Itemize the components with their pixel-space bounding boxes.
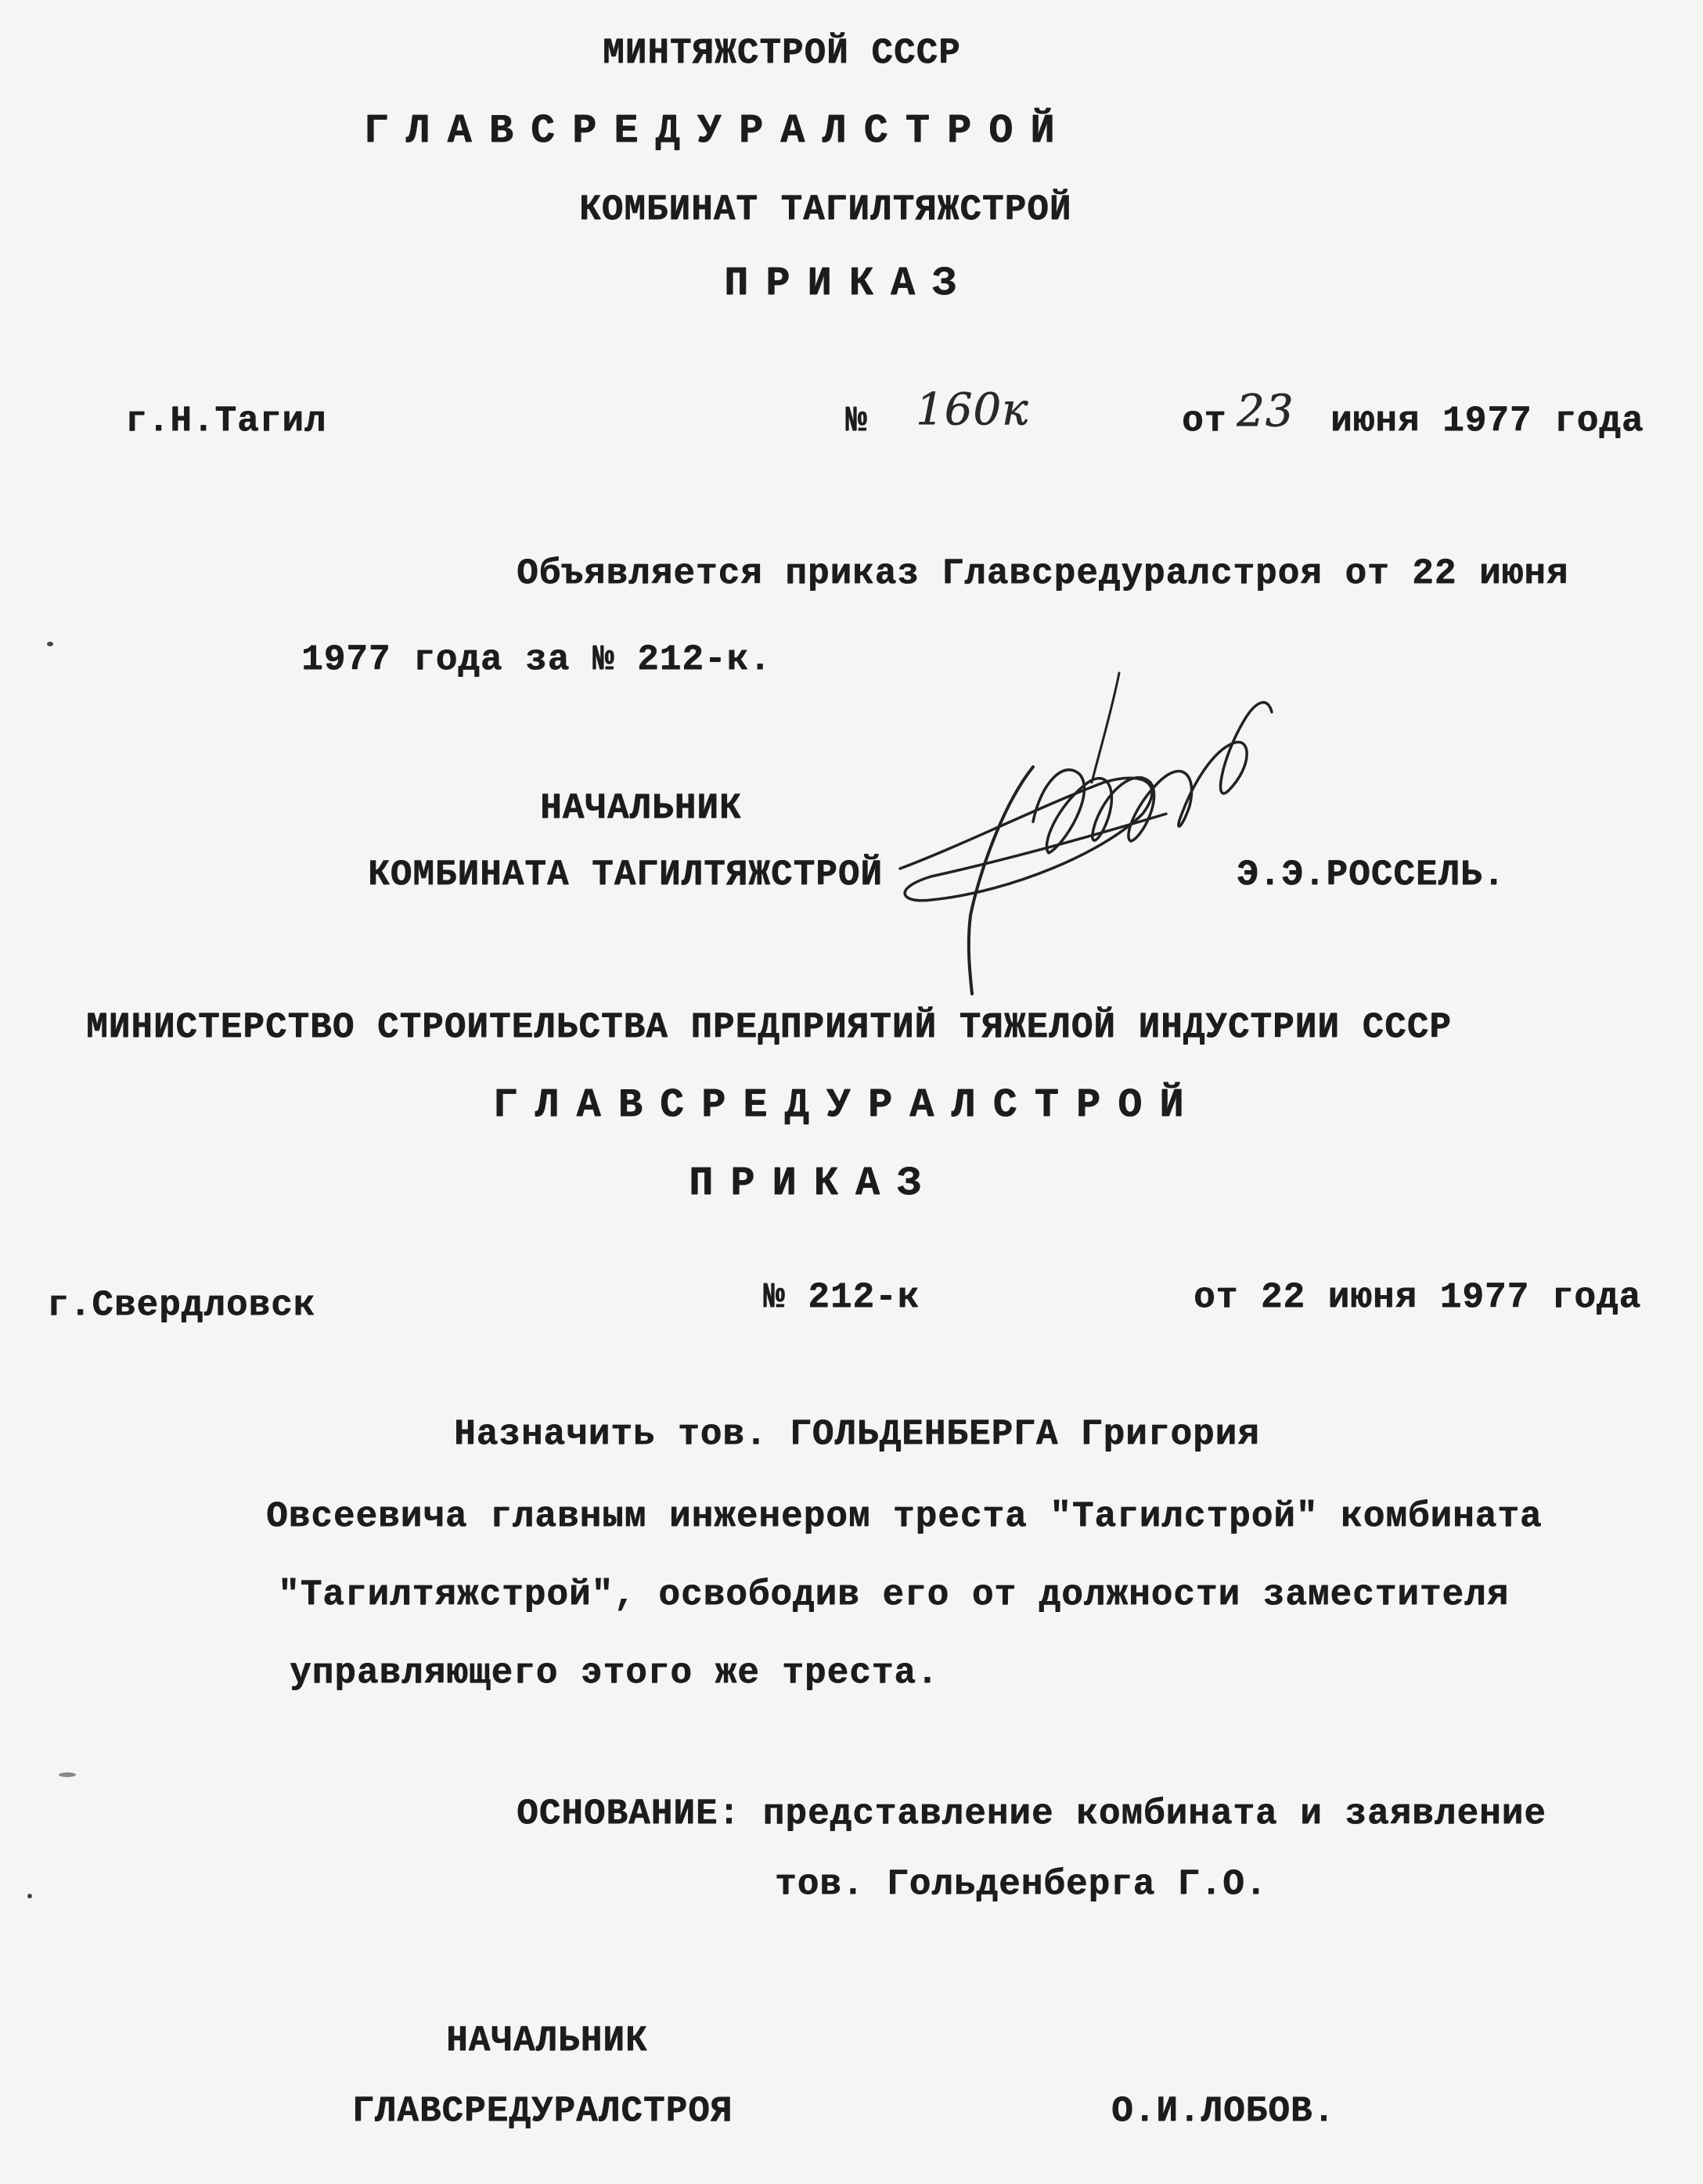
order1-main-dept: ГЛАВСРЕДУРАЛСТРОЙ [364,108,1072,154]
order1-signer-name: Э.Э.РОССЕЛЬ. [1237,855,1506,895]
order1-date-day-handwritten: 23 [1237,386,1294,437]
order2-body-line1: Назначить тов. ГОЛЬДЕНБЕРГА Григория [454,1414,1260,1455]
order1-body-line2: 1977 года за № 212-к. [301,639,772,680]
order1-signer-title-line1: НАЧАЛЬНИК [540,788,742,829]
order1-body-line1: Объявляется приказ Главсредуралстроя от 22 июня [517,553,1569,594]
order2-basis-line1: ОСНОВАНИЕ: представление комбината и заявление [517,1794,1546,1834]
order2-basis-line2: тов. Гольденберга Г.О. [775,1864,1268,1905]
scan-speck [47,642,53,646]
order1-city: г.Н.Тагил [125,401,327,441]
order2-body-line3: "Тагилтяжстрой", освободив его от должности заместителя [278,1574,1510,1615]
order1-signer-title-line2: КОМБИНАТА ТАГИЛТЯЖСТРОЙ [368,855,883,895]
scan-speck [27,1894,32,1898]
order2-main-dept: ГЛАВСРЕДУРАЛСТРОЙ [493,1082,1201,1128]
order2-city: г.Свердловск [47,1285,316,1326]
order2-number: № 212-к [763,1277,920,1318]
order1-combine: КОМБИНАТ ТАГИЛТЯЖСТРОЙ [579,189,1072,230]
order2-date: от 22 июня 1977 года [1194,1277,1642,1318]
order1-date-prefix: от [1182,401,1227,441]
order1-number-handwritten: 160к [916,384,1029,435]
order2-doc-type: ПРИКАЗ [689,1160,939,1207]
order1-ministry: МИНТЯЖСТРОЙ СССР [603,33,961,74]
order2-body-line4: управляющего этого же треста. [290,1653,939,1693]
handwritten-signature [884,665,1354,1009]
order2-signer-name: О.И.ЛОБОВ. [1111,2091,1336,2132]
scan-speck [59,1772,76,1777]
order1-number-prefix: № [845,401,868,441]
order1-doc-type: ПРИКАЗ [724,261,974,307]
order2-signer-title-line1: НАЧАЛЬНИК [446,2020,648,2061]
order2-signer-title-line2: ГЛАВСРЕДУРАЛСТРОЯ [352,2091,733,2132]
order2-ministry: МИНИСТЕРСТВО СТРОИТЕЛЬСТВА ПРЕДПРИЯТИЙ ТЯЖЕЛОЙ ИНДУСТРИИ СССР [86,1007,1452,1048]
order1-date-rest: июня 1977 года [1330,401,1644,441]
order2-body-line2: Овсеевича главным инженером треста "Тагилстрой" комбината [266,1496,1543,1537]
